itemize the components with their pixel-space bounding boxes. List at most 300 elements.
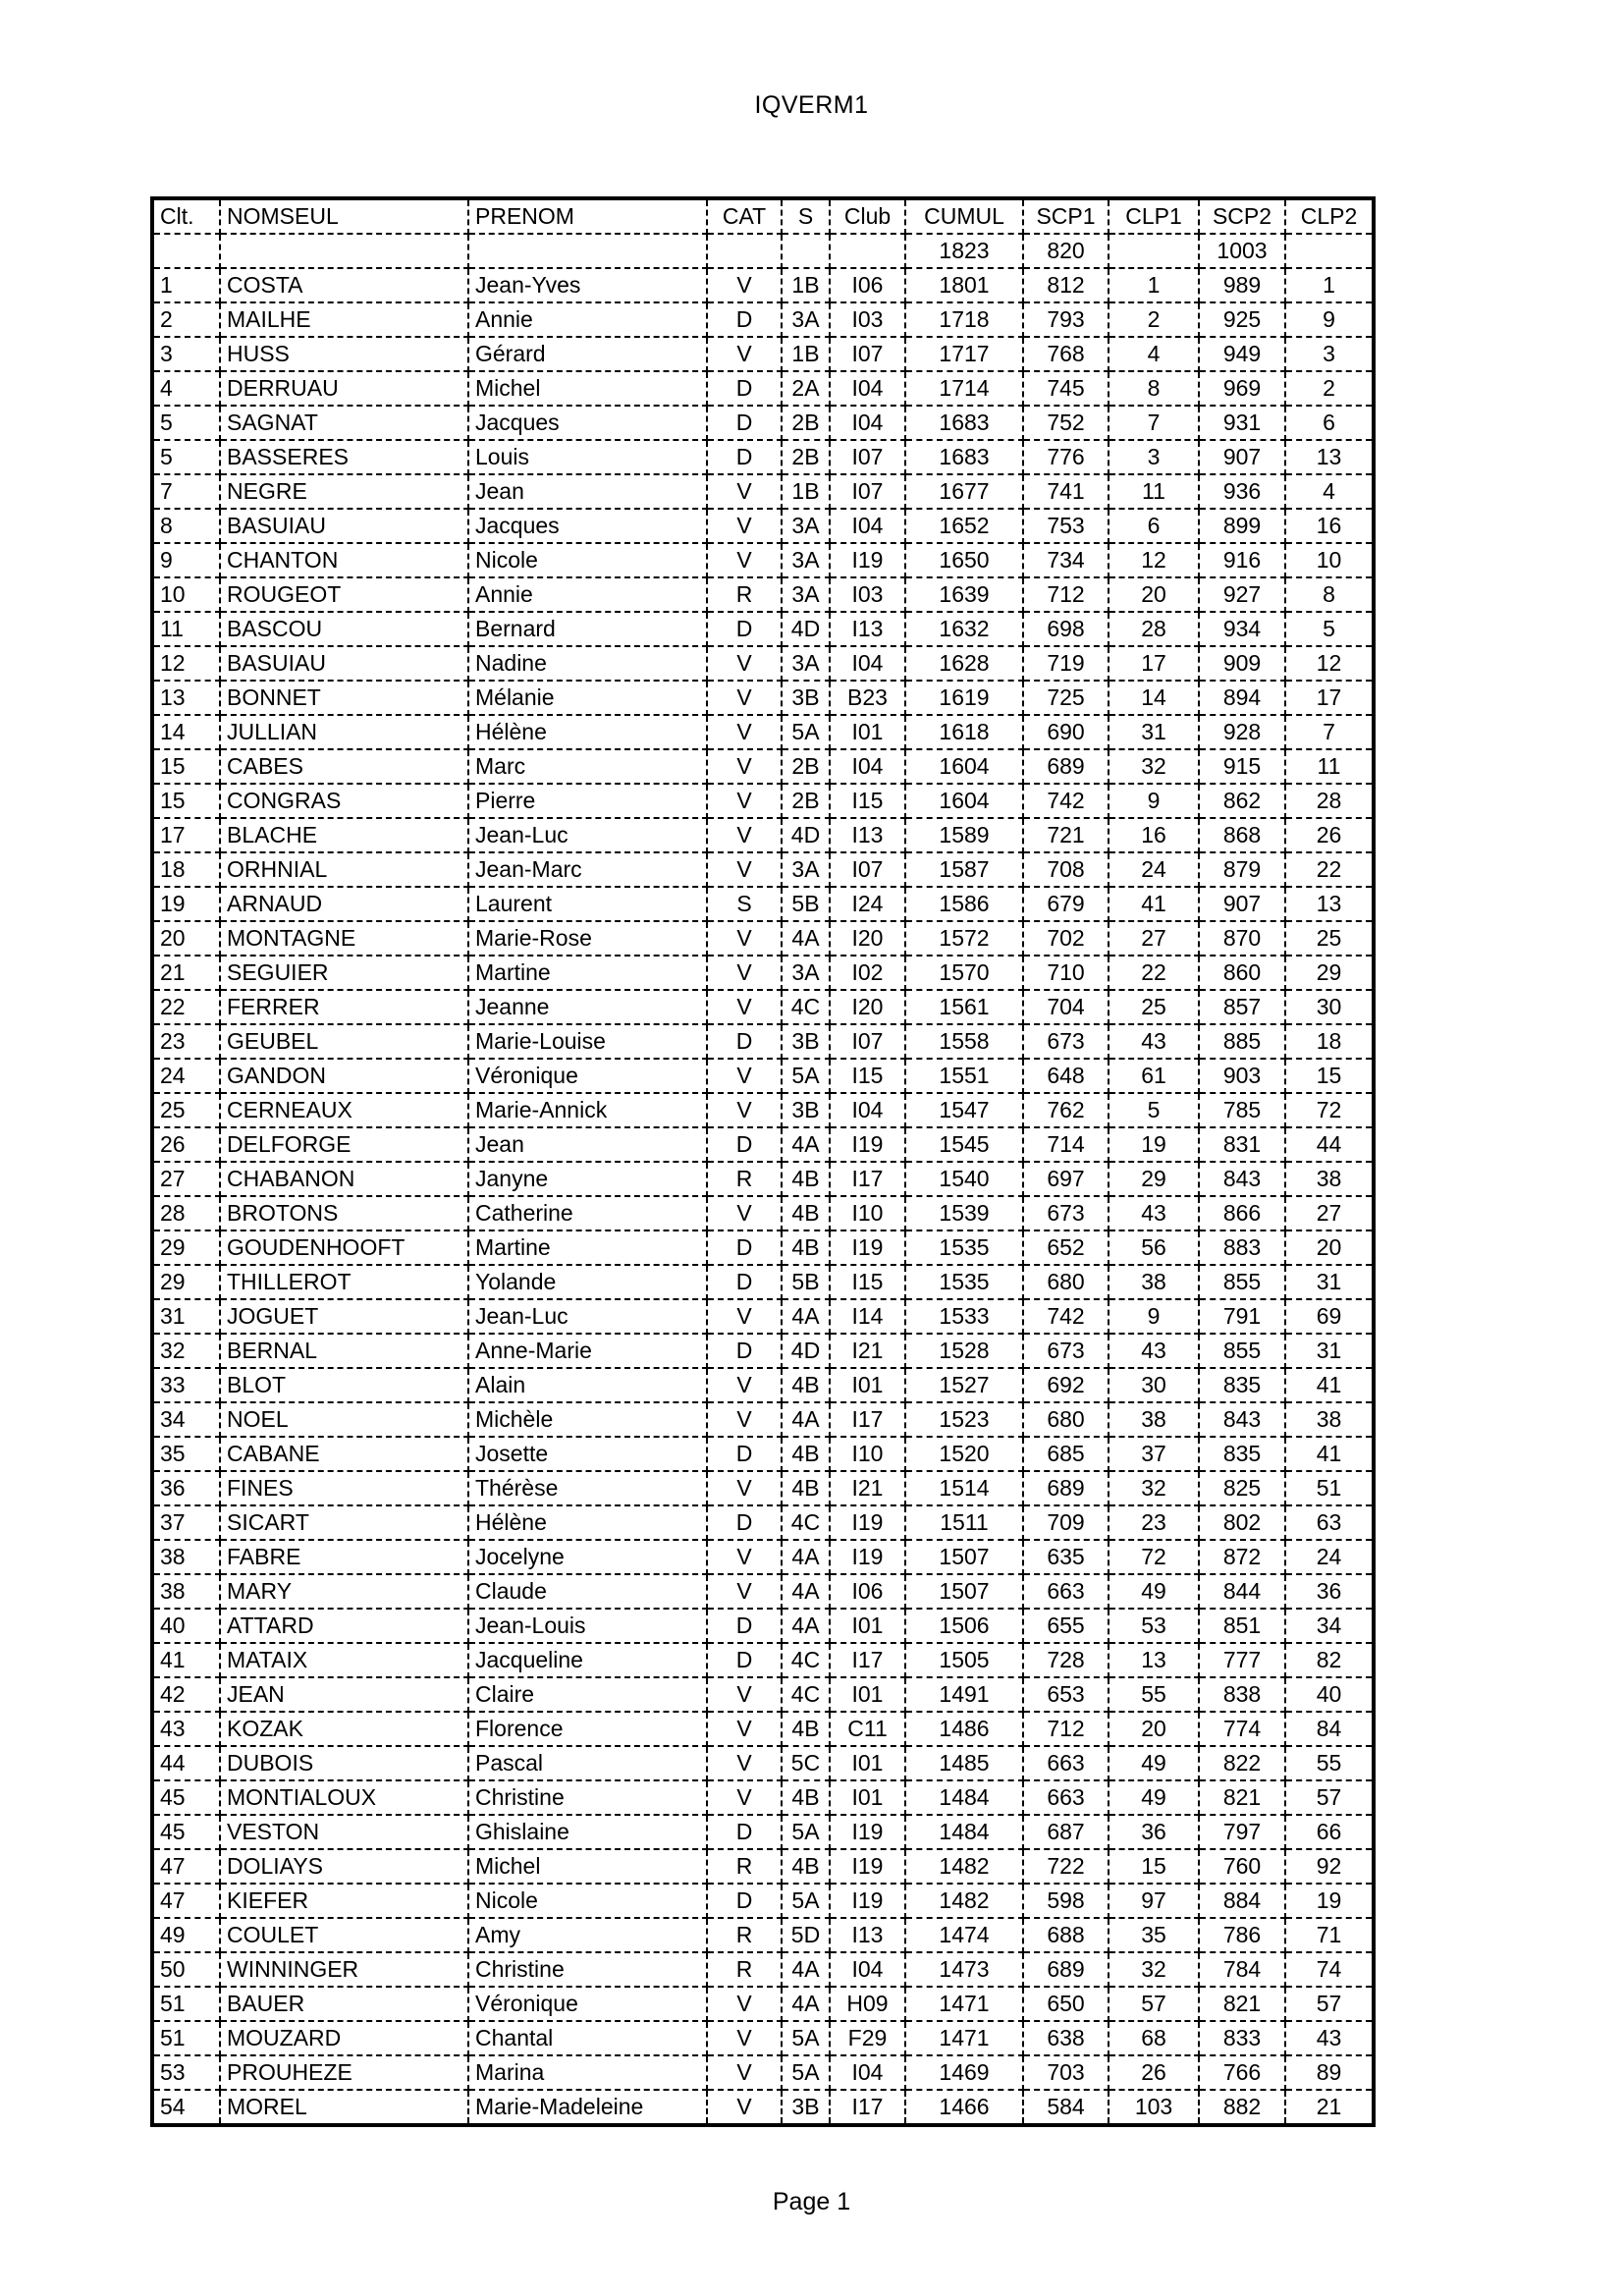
table-row xyxy=(152,681,1374,715)
cell-nomseul: NEGRE xyxy=(220,474,468,509)
cell-clp2: 17 xyxy=(1285,681,1374,715)
cell-s: 5B xyxy=(782,887,830,921)
cell-scp1: 741 xyxy=(1023,474,1109,509)
cell-prenom: Laurent xyxy=(468,887,707,921)
cell-cumul: 1652 xyxy=(905,509,1023,543)
column-header-scp1: SCP1 xyxy=(1023,198,1109,234)
table-row xyxy=(152,406,1374,440)
cell-club: H09 xyxy=(830,1987,905,2021)
cell-prenom: Christine xyxy=(468,1780,707,1815)
cell-cat: V xyxy=(707,1677,782,1712)
cell-scp2: 934 xyxy=(1199,612,1285,646)
table-row xyxy=(152,1987,1374,2021)
cell-scp2: 915 xyxy=(1199,749,1285,784)
cell-prenom: Véronique xyxy=(468,1987,707,2021)
max-cell-clp1 xyxy=(1109,234,1199,268)
cell-clp2: 8 xyxy=(1285,577,1374,612)
cell-clt: 33 xyxy=(152,1368,220,1402)
page-footer: Page 1 xyxy=(772,2188,851,2215)
table-row xyxy=(152,784,1374,818)
cell-cumul: 1572 xyxy=(905,921,1023,956)
table-row xyxy=(152,302,1374,337)
cell-s: 3A xyxy=(782,646,830,681)
cell-clp2: 89 xyxy=(1285,2055,1374,2090)
cell-cumul: 1683 xyxy=(905,440,1023,474)
cell-clp1: 97 xyxy=(1109,1884,1199,1918)
table-row xyxy=(152,818,1374,852)
cell-club: I24 xyxy=(830,887,905,921)
table-row xyxy=(152,1437,1374,1471)
cell-cumul: 1505 xyxy=(905,1643,1023,1677)
table-row xyxy=(152,646,1374,681)
cell-prenom: Mélanie xyxy=(468,681,707,715)
cell-scp1: 635 xyxy=(1023,1540,1109,1574)
table-row xyxy=(152,1471,1374,1505)
cell-scp2: 855 xyxy=(1199,1265,1285,1299)
cell-clp1: 27 xyxy=(1109,921,1199,956)
cell-cat: R xyxy=(707,1849,782,1884)
cell-cumul: 1540 xyxy=(905,1162,1023,1196)
cell-club: I15 xyxy=(830,1265,905,1299)
cell-scp1: 752 xyxy=(1023,406,1109,440)
cell-prenom: Marie-Louise xyxy=(468,1024,707,1059)
cell-cat: D xyxy=(707,1334,782,1368)
table-row xyxy=(152,577,1374,612)
cell-clp2: 11 xyxy=(1285,749,1374,784)
cell-clp2: 71 xyxy=(1285,1918,1374,1952)
cell-s: 5A xyxy=(782,1884,830,1918)
cell-clt: 43 xyxy=(152,1712,220,1746)
cell-club: I10 xyxy=(830,1196,905,1230)
cell-scp2: 797 xyxy=(1199,1815,1285,1849)
column-header-clt: Clt. xyxy=(152,198,220,234)
cell-prenom: Florence xyxy=(468,1712,707,1746)
cell-scp2: 777 xyxy=(1199,1643,1285,1677)
cell-scp1: 653 xyxy=(1023,1677,1109,1712)
cell-s: 5D xyxy=(782,1918,830,1952)
cell-clt: 36 xyxy=(152,1471,220,1505)
cell-clt: 45 xyxy=(152,1780,220,1815)
cell-club: B23 xyxy=(830,681,905,715)
cell-cumul: 1520 xyxy=(905,1437,1023,1471)
cell-scp2: 821 xyxy=(1199,1780,1285,1815)
cell-clp2: 34 xyxy=(1285,1609,1374,1643)
cell-cumul: 1466 xyxy=(905,2090,1023,2125)
cell-prenom: Véronique xyxy=(468,1059,707,1093)
cell-clt: 42 xyxy=(152,1677,220,1712)
cell-scp2: 969 xyxy=(1199,371,1285,406)
cell-scp1: 712 xyxy=(1023,577,1109,612)
cell-clp1: 30 xyxy=(1109,1368,1199,1402)
cell-nomseul: WINNINGER xyxy=(220,1952,468,1987)
cell-cumul: 1484 xyxy=(905,1780,1023,1815)
cell-s: 3A xyxy=(782,509,830,543)
cell-cat: V xyxy=(707,337,782,371)
cell-club: I17 xyxy=(830,1402,905,1437)
column-header-cat: CAT xyxy=(707,198,782,234)
cell-clp2: 84 xyxy=(1285,1712,1374,1746)
cell-cumul: 1474 xyxy=(905,1918,1023,1952)
cell-prenom: Claude xyxy=(468,1574,707,1609)
cell-clp2: 82 xyxy=(1285,1643,1374,1677)
cell-cat: V xyxy=(707,784,782,818)
cell-scp2: 949 xyxy=(1199,337,1285,371)
cell-s: 1B xyxy=(782,474,830,509)
cell-cat: D xyxy=(707,406,782,440)
cell-clp2: 43 xyxy=(1285,2021,1374,2055)
cell-scp1: 776 xyxy=(1023,440,1109,474)
cell-clp2: 1 xyxy=(1285,268,1374,302)
cell-prenom: Michèle xyxy=(468,1402,707,1437)
cell-cat: V xyxy=(707,268,782,302)
cell-clt: 34 xyxy=(152,1402,220,1437)
cell-s: 3A xyxy=(782,956,830,990)
cell-cat: V xyxy=(707,1059,782,1093)
cell-club: I01 xyxy=(830,715,905,749)
table-row xyxy=(152,474,1374,509)
cell-s: 4B xyxy=(782,1437,830,1471)
cell-s: 4B xyxy=(782,1712,830,1746)
cell-clp2: 74 xyxy=(1285,1952,1374,1987)
cell-clp1: 61 xyxy=(1109,1059,1199,1093)
cell-clp1: 37 xyxy=(1109,1437,1199,1471)
cell-clp1: 20 xyxy=(1109,577,1199,612)
table-row xyxy=(152,715,1374,749)
cell-scp2: 835 xyxy=(1199,1437,1285,1471)
cell-clp2: 13 xyxy=(1285,440,1374,474)
cell-cat: V xyxy=(707,1746,782,1780)
cell-clt: 20 xyxy=(152,921,220,956)
cell-scp1: 812 xyxy=(1023,268,1109,302)
cell-clp2: 19 xyxy=(1285,1884,1374,1918)
cell-nomseul: SAGNAT xyxy=(220,406,468,440)
cell-nomseul: VESTON xyxy=(220,1815,468,1849)
cell-clp1: 4 xyxy=(1109,337,1199,371)
cell-cat: V xyxy=(707,646,782,681)
cell-s: 3A xyxy=(782,577,830,612)
cell-scp2: 760 xyxy=(1199,1849,1285,1884)
cell-prenom: Marie-Rose xyxy=(468,921,707,956)
cell-club: I19 xyxy=(830,1505,905,1540)
cell-scp1: 663 xyxy=(1023,1780,1109,1815)
cell-scp1: 685 xyxy=(1023,1437,1109,1471)
cell-club: I03 xyxy=(830,577,905,612)
max-cell-scp1: 820 xyxy=(1023,234,1109,268)
cell-clp1: 9 xyxy=(1109,1299,1199,1334)
cell-nomseul: GANDON xyxy=(220,1059,468,1093)
cell-club: I04 xyxy=(830,2055,905,2090)
cell-clt: 24 xyxy=(152,1059,220,1093)
cell-scp1: 762 xyxy=(1023,1093,1109,1127)
cell-clt: 7 xyxy=(152,474,220,509)
cell-s: 5A xyxy=(782,2055,830,2090)
cell-clp1: 19 xyxy=(1109,1127,1199,1162)
cell-prenom: Jean-Louis xyxy=(468,1609,707,1643)
cell-nomseul: BASSERES xyxy=(220,440,468,474)
cell-clt: 23 xyxy=(152,1024,220,1059)
cell-scp1: 687 xyxy=(1023,1815,1109,1849)
cell-clp2: 22 xyxy=(1285,852,1374,887)
cell-nomseul: CABANE xyxy=(220,1437,468,1471)
cell-scp2: 927 xyxy=(1199,577,1285,612)
cell-s: 4B xyxy=(782,1368,830,1402)
cell-s: 3B xyxy=(782,681,830,715)
cell-scp1: 648 xyxy=(1023,1059,1109,1093)
cell-cumul: 1533 xyxy=(905,1299,1023,1334)
cell-scp1: 698 xyxy=(1023,612,1109,646)
table-row xyxy=(152,337,1374,371)
cell-nomseul: SICART xyxy=(220,1505,468,1540)
column-header-scp2: SCP2 xyxy=(1199,198,1285,234)
page-title: IQVERM1 xyxy=(754,91,869,119)
cell-prenom: Jean-Marc xyxy=(468,852,707,887)
table-row xyxy=(152,852,1374,887)
cell-cumul: 1511 xyxy=(905,1505,1023,1540)
cell-nomseul: DELFORGE xyxy=(220,1127,468,1162)
cell-clt: 51 xyxy=(152,2021,220,2055)
cell-clp1: 38 xyxy=(1109,1402,1199,1437)
max-cell-cat xyxy=(707,234,782,268)
cell-scp2: 843 xyxy=(1199,1402,1285,1437)
cell-scp1: 638 xyxy=(1023,2021,1109,2055)
cell-clp1: 72 xyxy=(1109,1540,1199,1574)
cell-cumul: 1528 xyxy=(905,1334,1023,1368)
cell-club: I04 xyxy=(830,371,905,406)
cell-clt: 13 xyxy=(152,681,220,715)
cell-clt: 25 xyxy=(152,1093,220,1127)
cell-prenom: Annie xyxy=(468,577,707,612)
cell-nomseul: CHABANON xyxy=(220,1162,468,1196)
cell-club: I04 xyxy=(830,1952,905,1987)
column-header-nomseul: NOMSEUL xyxy=(220,198,468,234)
cell-clp2: 44 xyxy=(1285,1127,1374,1162)
cell-clp1: 11 xyxy=(1109,474,1199,509)
cell-nomseul: MOUZARD xyxy=(220,2021,468,2055)
cell-scp2: 989 xyxy=(1199,268,1285,302)
cell-scp2: 884 xyxy=(1199,1884,1285,1918)
cell-cumul: 1507 xyxy=(905,1540,1023,1574)
cell-club: I15 xyxy=(830,784,905,818)
cell-nomseul: BONNET xyxy=(220,681,468,715)
cell-s: 4B xyxy=(782,1471,830,1505)
cell-cat: V xyxy=(707,1368,782,1402)
cell-clp1: 8 xyxy=(1109,371,1199,406)
cell-clp2: 40 xyxy=(1285,1677,1374,1712)
cell-clp2: 26 xyxy=(1285,818,1374,852)
cell-cat: D xyxy=(707,1127,782,1162)
cell-clt: 1 xyxy=(152,268,220,302)
cell-club: I19 xyxy=(830,1849,905,1884)
cell-club: F29 xyxy=(830,2021,905,2055)
table-row xyxy=(152,2021,1374,2055)
cell-nomseul: MARY xyxy=(220,1574,468,1609)
cell-scp1: 679 xyxy=(1023,887,1109,921)
cell-scp2: 825 xyxy=(1199,1471,1285,1505)
cell-club: I19 xyxy=(830,1815,905,1849)
cell-clt: 44 xyxy=(152,1746,220,1780)
cell-prenom: Jocelyne xyxy=(468,1540,707,1574)
cell-s: 4A xyxy=(782,1952,830,1987)
cell-clp1: 26 xyxy=(1109,2055,1199,2090)
cell-cat: V xyxy=(707,1540,782,1574)
cell-clt: 5 xyxy=(152,440,220,474)
cell-cumul: 1469 xyxy=(905,2055,1023,2090)
max-cell-nomseul xyxy=(220,234,468,268)
cell-s: 3B xyxy=(782,1024,830,1059)
cell-clp1: 49 xyxy=(1109,1780,1199,1815)
table-row xyxy=(152,509,1374,543)
cell-scp1: 719 xyxy=(1023,646,1109,681)
cell-clp2: 38 xyxy=(1285,1162,1374,1196)
cell-clp2: 66 xyxy=(1285,1815,1374,1849)
cell-clt: 45 xyxy=(152,1815,220,1849)
cell-s: 4C xyxy=(782,1505,830,1540)
cell-club: I04 xyxy=(830,406,905,440)
cell-cumul: 1545 xyxy=(905,1127,1023,1162)
cell-nomseul: COSTA xyxy=(220,268,468,302)
cell-scp1: 689 xyxy=(1023,1952,1109,1987)
cell-nomseul: BASUIAU xyxy=(220,509,468,543)
table-row xyxy=(152,1815,1374,1849)
cell-nomseul: MOREL xyxy=(220,2090,468,2125)
cell-clp1: 32 xyxy=(1109,1952,1199,1987)
cell-nomseul: ARNAUD xyxy=(220,887,468,921)
cell-prenom: Bernard xyxy=(468,612,707,646)
cell-clp2: 30 xyxy=(1285,990,1374,1024)
column-header-club: Club xyxy=(830,198,905,234)
cell-scp2: 784 xyxy=(1199,1952,1285,1987)
cell-s: 4B xyxy=(782,1196,830,1230)
cell-prenom: Nadine xyxy=(468,646,707,681)
cell-clp1: 32 xyxy=(1109,749,1199,784)
cell-clp2: 31 xyxy=(1285,1265,1374,1299)
cell-cumul: 1618 xyxy=(905,715,1023,749)
cell-scp2: 931 xyxy=(1199,406,1285,440)
cell-scp1: 663 xyxy=(1023,1746,1109,1780)
cell-s: 4B xyxy=(782,1849,830,1884)
cell-clp2: 20 xyxy=(1285,1230,1374,1265)
cell-club: I07 xyxy=(830,852,905,887)
cell-club: I04 xyxy=(830,509,905,543)
cell-s: 1B xyxy=(782,268,830,302)
table-row xyxy=(152,1230,1374,1265)
cell-cumul: 1473 xyxy=(905,1952,1023,1987)
cell-clt: 12 xyxy=(152,646,220,681)
cell-clt: 19 xyxy=(152,887,220,921)
cell-nomseul: DOLIAYS xyxy=(220,1849,468,1884)
cell-scp2: 925 xyxy=(1199,302,1285,337)
cell-cat: V xyxy=(707,749,782,784)
cell-scp1: 702 xyxy=(1023,921,1109,956)
cell-nomseul: ATTARD xyxy=(220,1609,468,1643)
cell-s: 5B xyxy=(782,1265,830,1299)
cell-club: I07 xyxy=(830,474,905,509)
cell-clt: 22 xyxy=(152,990,220,1024)
cell-scp1: 650 xyxy=(1023,1987,1109,2021)
cell-cat: V xyxy=(707,681,782,715)
cell-scp1: 734 xyxy=(1023,543,1109,577)
cell-prenom: Nicole xyxy=(468,543,707,577)
table-body xyxy=(152,268,1374,2125)
cell-cumul: 1535 xyxy=(905,1230,1023,1265)
cell-clt: 15 xyxy=(152,784,220,818)
max-cell-cumul: 1823 xyxy=(905,234,1023,268)
cell-clp2: 10 xyxy=(1285,543,1374,577)
cell-scp1: 680 xyxy=(1023,1265,1109,1299)
cell-scp1: 742 xyxy=(1023,1299,1109,1334)
cell-clt: 47 xyxy=(152,1849,220,1884)
cell-cat: D xyxy=(707,1265,782,1299)
cell-prenom: Anne-Marie xyxy=(468,1334,707,1368)
cell-clp2: 18 xyxy=(1285,1024,1374,1059)
cell-cumul: 1718 xyxy=(905,302,1023,337)
cell-cat: R xyxy=(707,1162,782,1196)
cell-club: I17 xyxy=(830,1643,905,1677)
cell-clp2: 13 xyxy=(1285,887,1374,921)
cell-scp1: 673 xyxy=(1023,1334,1109,1368)
cell-nomseul: BLACHE xyxy=(220,818,468,852)
cell-nomseul: BLOT xyxy=(220,1368,468,1402)
cell-prenom: Claire xyxy=(468,1677,707,1712)
cell-clp1: 12 xyxy=(1109,543,1199,577)
cell-scp2: 868 xyxy=(1199,818,1285,852)
cell-s: 5A xyxy=(782,715,830,749)
cell-scp2: 833 xyxy=(1199,2021,1285,2055)
cell-nomseul: BASUIAU xyxy=(220,646,468,681)
cell-scp1: 725 xyxy=(1023,681,1109,715)
cell-clp1: 17 xyxy=(1109,646,1199,681)
cell-scp2: 821 xyxy=(1199,1987,1285,2021)
cell-scp1: 655 xyxy=(1023,1609,1109,1643)
cell-scp2: 916 xyxy=(1199,543,1285,577)
cell-prenom: Michel xyxy=(468,371,707,406)
cell-s: 3A xyxy=(782,302,830,337)
cell-scp1: 703 xyxy=(1023,2055,1109,2090)
cell-club: I07 xyxy=(830,337,905,371)
cell-scp1: 714 xyxy=(1023,1127,1109,1162)
cell-nomseul: CHANTON xyxy=(220,543,468,577)
cell-scp2: 857 xyxy=(1199,990,1285,1024)
cell-clp1: 6 xyxy=(1109,509,1199,543)
cell-nomseul: CABES xyxy=(220,749,468,784)
cell-clp1: 57 xyxy=(1109,1987,1199,2021)
cell-s: 4B xyxy=(782,1230,830,1265)
cell-clp1: 103 xyxy=(1109,2090,1199,2125)
cell-cat: V xyxy=(707,1299,782,1334)
table-row xyxy=(152,1643,1374,1677)
cell-scp2: 802 xyxy=(1199,1505,1285,1540)
cell-scp2: 843 xyxy=(1199,1162,1285,1196)
cell-cat: V xyxy=(707,818,782,852)
cell-prenom: Christine xyxy=(468,1952,707,1987)
cell-cumul: 1514 xyxy=(905,1471,1023,1505)
table-row xyxy=(152,371,1374,406)
cell-s: 4A xyxy=(782,1574,830,1609)
cell-cumul: 1683 xyxy=(905,406,1023,440)
cell-clt: 10 xyxy=(152,577,220,612)
cell-clt: 5 xyxy=(152,406,220,440)
cell-club: I04 xyxy=(830,646,905,681)
cell-cat: D xyxy=(707,612,782,646)
cell-s: 4A xyxy=(782,1127,830,1162)
cell-clt: 47 xyxy=(152,1884,220,1918)
table-row xyxy=(152,1952,1374,1987)
table-row xyxy=(152,1059,1374,1093)
cell-scp1: 712 xyxy=(1023,1712,1109,1746)
table-row xyxy=(152,1540,1374,1574)
cell-s: 2B xyxy=(782,406,830,440)
cell-cat: D xyxy=(707,1505,782,1540)
